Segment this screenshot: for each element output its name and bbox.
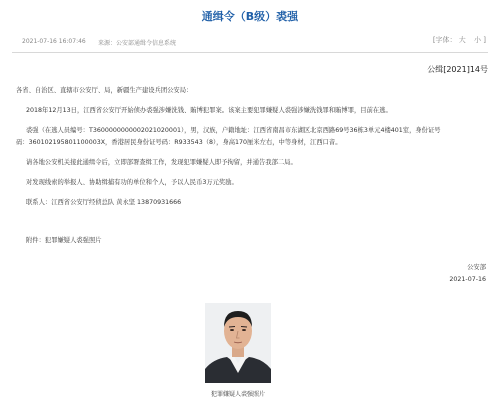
attachment-note: 附件：犯罪嫌疑人裘强照片 [26,237,102,244]
font-size-control [433,35,486,45]
font-size-label: [字体： [432,36,457,44]
paragraph-instructions: 请各地公安机关接此通缉令后，立即部署查缉工作，发现犯罪嫌疑人即予拘留，并通告我部二局。 [26,159,297,166]
paragraph-reward: 对发现线索的举报人、协助缉捕有功的单位和个人，予以人民币3万元奖励。 [26,179,238,186]
suspect-photo [205,303,271,383]
font-small-link[interactable]: 小 [474,36,482,44]
publish-date: 2021-07-16 16:07:46 [22,38,86,45]
contact-info: 联系人：江西省公安厅经侦总队 黄永坚 13870931666 [26,199,182,206]
issue-date: 2021-07-16 [449,276,486,283]
photo-caption: 犯罪嫌疑人裘强照片 [210,391,265,398]
font-size-close: ] [483,36,486,44]
issuer: 公安部 [467,264,486,271]
paragraph-suspect-line2: 码：360102195801100003X，香港居民身份证号码：R933543（8），身高170厘米左右，中等身材，江西口音。 [16,139,342,146]
paragraph-suspect-line1: 裘强（在逃人员编号：T3600000000002021020001），男，汉族，户籍地址：江西省南昌市东湖区北京西路69号36栋3单元4楼401室，身份证号 [26,127,441,134]
divider [12,52,488,53]
salutation: 各省、自治区、直辖市公安厅、局，新疆生产建设兵团公安局： [16,87,193,94]
source-label: 来源：公安部通缉令信息系统 [98,40,177,47]
page-title: 通缉令（B级）裘强 [201,10,299,23]
document-number: 公缉[2021]14号 [427,65,488,74]
meta-bar [12,35,488,49]
paragraph-case: 2018年12月13日，江西省公安厅开始侦办裘强涉嫌洗钱、賄博犯罪案。该案主要犯罪嫌疑人裘强涉嫌洗钱罪和賄博罪，目前在逃。 [26,107,392,114]
font-large-link[interactable]: 大 [458,36,466,44]
